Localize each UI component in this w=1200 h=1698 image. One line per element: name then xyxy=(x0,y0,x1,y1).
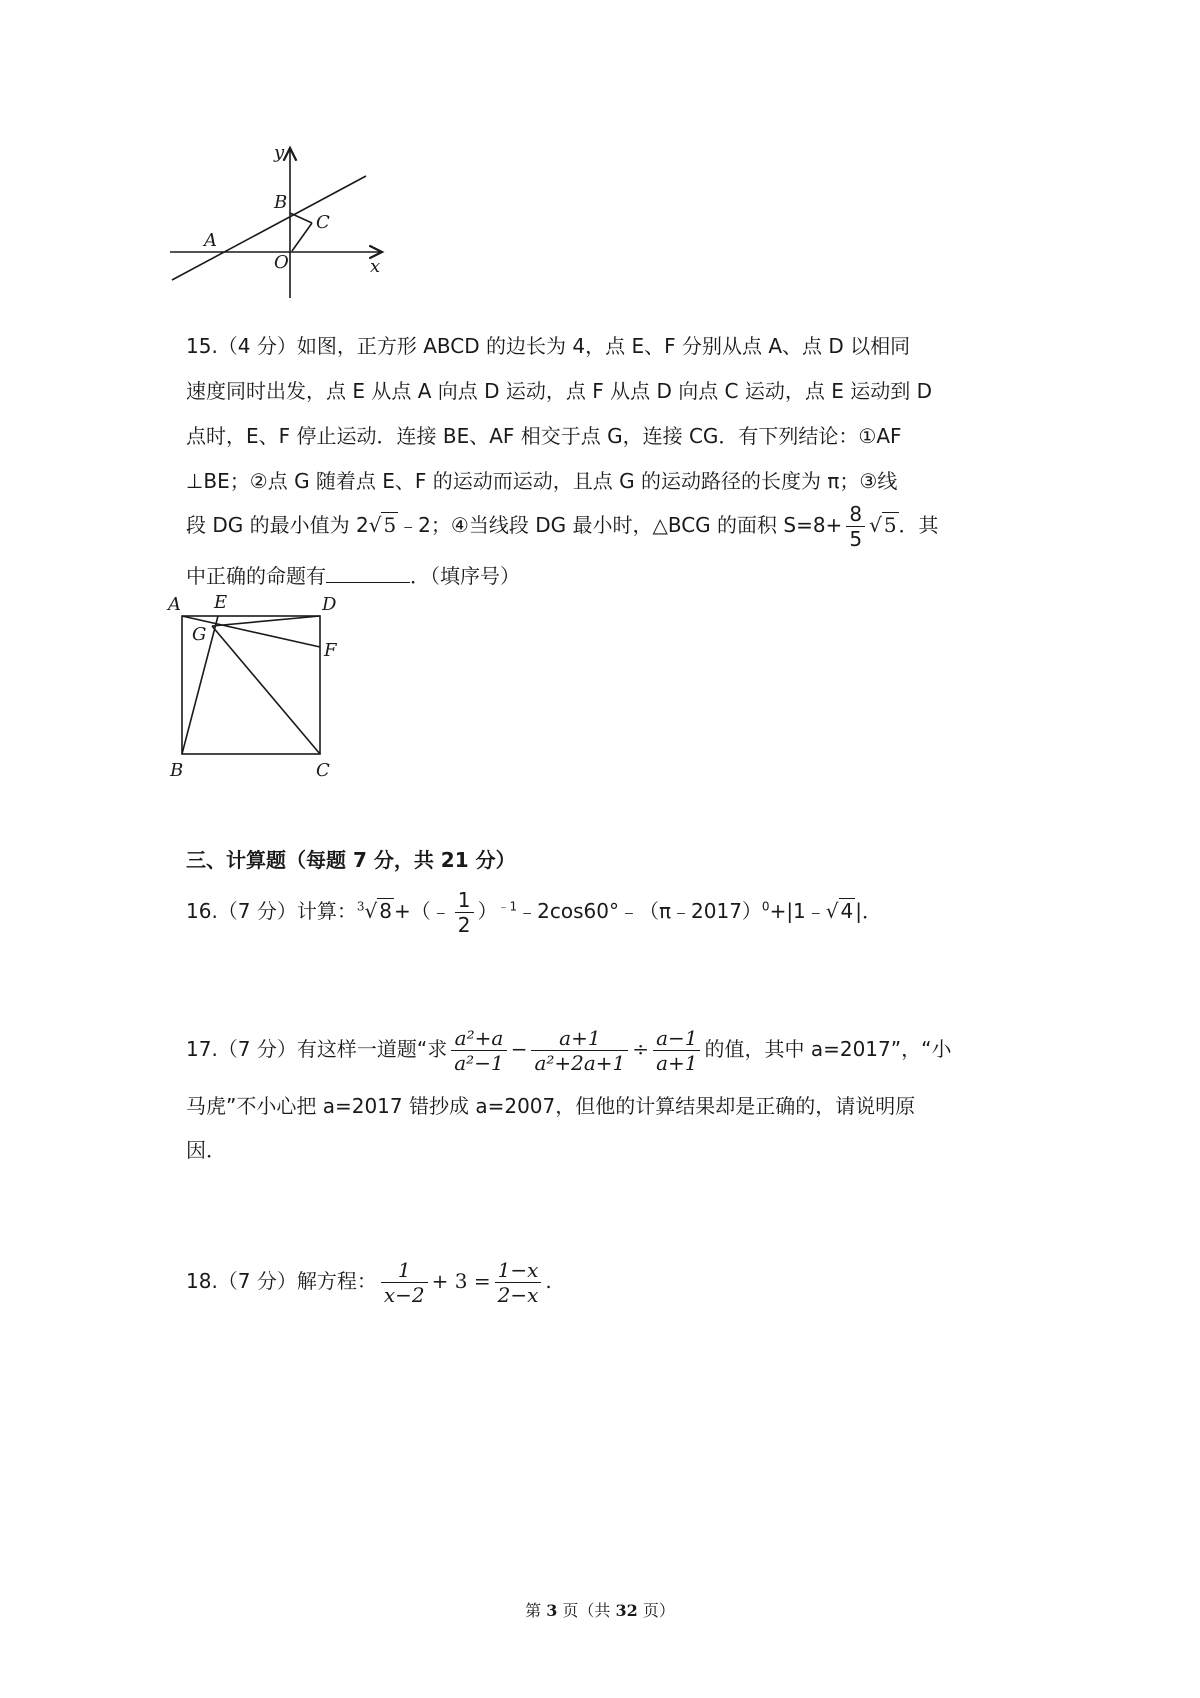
line-ab xyxy=(172,176,366,280)
page-number: 3 xyxy=(546,1601,558,1620)
q15-sqrt5-b: 5 xyxy=(883,513,897,537)
answer-blank[interactable] xyxy=(326,564,410,583)
q18-fraction2: $\frac{1-x}{2-x}$ xyxy=(495,1258,542,1307)
q15-line5-b: ﹣2；④当线段 DG 最小时，△BCG 的面积 S=8+ xyxy=(398,513,843,537)
label-c2: C xyxy=(316,760,330,781)
label-e: E xyxy=(214,594,228,613)
segment-gd xyxy=(212,616,320,626)
segment-cg xyxy=(212,626,320,754)
q15-line1: 15.（4 分）如图，正方形 ABCD 的边长为 4，点 E、F 分别从点 A、点 D 以相同 xyxy=(186,334,911,358)
q18-fraction1: $\frac{1}{x-2}$ xyxy=(381,1258,428,1307)
q15-line5-c: ．其 xyxy=(898,513,939,537)
label-c: C xyxy=(316,212,330,233)
q17-line3: 因． xyxy=(186,1138,226,1162)
figure-coordinate-diagram xyxy=(160,140,400,310)
q17-line2: 马虎”不小心把 a=2017 错抄成 a=2007，但他的计算结果却是正确的，请说明原 xyxy=(186,1094,916,1118)
section3-title: 三、计算题（每题 7 分，共 21 分） xyxy=(186,848,516,872)
q16-root-index: 3 xyxy=(356,899,365,914)
q17-fraction1: $\frac{\text{a²+a}}{\text{a²−1}}$ xyxy=(451,1026,506,1075)
label-g: G xyxy=(192,624,207,645)
label-b: B xyxy=(274,192,288,213)
segment-co xyxy=(292,223,312,251)
label-a: A xyxy=(204,230,217,251)
q15-line5-a: 段 DG 的最小值为 2 xyxy=(186,513,369,537)
q16-sqrt4: 4 xyxy=(840,899,854,923)
segment-bc xyxy=(290,213,312,223)
page-footer: 第 3 页（共 32 页） xyxy=(525,1601,675,1620)
figure-square-diagram xyxy=(164,594,354,790)
q16-fraction: $\frac{1}{2}$ xyxy=(455,888,474,937)
label-b2: B xyxy=(170,760,184,781)
q15-sqrt5: 5 xyxy=(383,513,397,537)
q15-line5: 段 DG 的最小值为 2√ 5 ﹣2；④当线段 DG 最小时，△BCG 的面积 S=8+ $\frac{8}{5}$ √ 5 ．其 xyxy=(186,502,939,551)
q15-line4: ⊥BE；②点 G 随着点 E、F 的运动而运动，且点 G 的运动路径的长度为 π；③线 xyxy=(186,469,898,493)
label-y: y xyxy=(274,142,285,163)
q15-line6: 中正确的命题有 ．（填序号） xyxy=(186,564,520,588)
q17-line1: 17.（7 分）有这样一道题“求 $\frac{\text{a²+a}}{\text{a²−1}}$ − $\frac{a+1}{\text{a²+2a+1}}$ ÷ $\frac{a-1}{a+1}$ 的值，其中 a=2017”，“小 xyxy=(186,1026,952,1075)
q17-fraction3: $\frac{a-1}{a+1}$ xyxy=(653,1026,700,1075)
q18-line: 18.（7 分）解方程： $\frac{1}{x-2}$ + 3 = $\frac{1-x}{2-x}$ . xyxy=(186,1258,552,1307)
q15-fraction: $\frac{8}{5}$ xyxy=(846,502,865,551)
q16-cube-root-8: 8 xyxy=(379,899,393,923)
page-total: 32 xyxy=(615,1601,638,1620)
q16-line: 16.（7 分）计算：$^3$√ 8 +（﹣ $\frac{1}{2}$ ）$^{﹣1}$﹣2cos60°﹣（π﹣2017）$^0$+|1﹣√ 4 |． xyxy=(186,888,883,937)
label-d: D xyxy=(322,594,337,615)
label-o: O xyxy=(274,252,289,273)
label-a2: A xyxy=(168,594,181,615)
q17-fraction2: $\frac{a+1}{\text{a²+2a+1}}$ xyxy=(531,1026,628,1075)
label-x: x xyxy=(370,256,381,277)
q15-line3: 点时，E、F 停止运动．连接 BE、AF 相交于点 G，连接 CG．有下列结论：①AF xyxy=(186,424,902,448)
q15-line2: 速度同时出发，点 E 从点 A 向点 D 运动，点 F 从点 D 向点 C 运动，点 E 运动到 D xyxy=(186,379,932,403)
label-f: F xyxy=(324,640,337,661)
